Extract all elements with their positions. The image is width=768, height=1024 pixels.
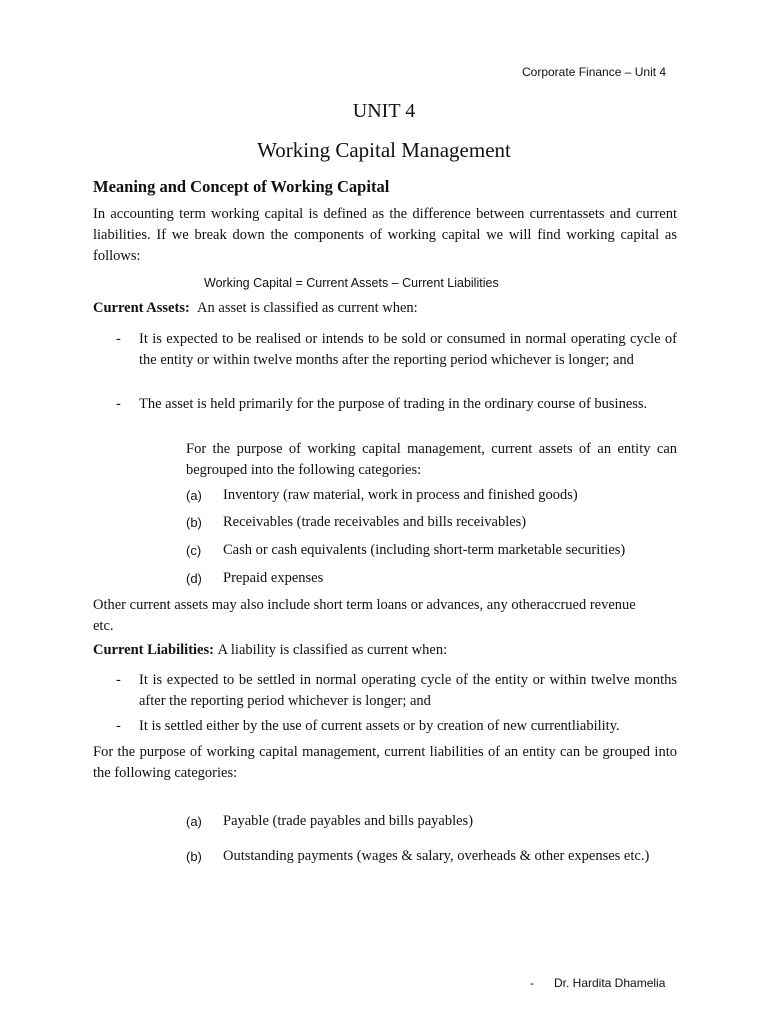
bullet-dash: - (116, 331, 121, 347)
category-label: (a) (186, 814, 202, 829)
current-assets-text: An asset is classified as current when: (197, 300, 418, 316)
current-liabilities-bullet-2: It is settled either by the use of current assets or by creation of new currentliability. (139, 718, 620, 734)
asset-category-receivables: Receivables (trade receivables and bills receivables) (223, 514, 527, 530)
intro-paragraph: In accounting term working capital is defined as the difference between currentassets and current liabilities. If we break down the components of working capital we will find working capital as follows: (93, 206, 677, 264)
footer-author: Dr. Hardita Dhamelia (554, 976, 666, 990)
bullet-dash: - (116, 396, 121, 412)
current-liabilities-text: A liability is classified as current when: (217, 642, 448, 658)
current-assets-label: Current Assets: (93, 300, 190, 316)
formula: Working Capital = Current Assets – Current Liabilities (204, 276, 499, 290)
asset-category-cash: Cash or cash equivalents (including short-term marketable securities) (223, 542, 626, 558)
current-assets-definition (93, 298, 677, 319)
current-liabilities-definition (93, 640, 677, 661)
bullet-dash: - (116, 672, 121, 688)
category-label: (b) (186, 849, 202, 864)
asset-category-inventory: Inventory (raw material, work in process and finished goods) (223, 487, 578, 503)
category-label: (d) (186, 571, 202, 586)
footer-dash: - (530, 976, 534, 990)
current-assets-bullet-2: The asset is held primarily for the purpose of trading in the ordinary course of business. (139, 396, 648, 412)
running-header: Corporate Finance – Unit 4 (522, 65, 667, 79)
liability-category-payable: Payable (trade payables and bills payables) (223, 813, 474, 829)
current-liabilities-label: Current Liabilities: (93, 642, 214, 658)
unit-title: UNIT 4 (352, 100, 416, 122)
category-label: (c) (186, 543, 202, 558)
assets-purpose-paragraph: For the purpose of working capital management, current assets of an entity can begrouped into the following categories: (186, 441, 677, 478)
liability-category-outstanding: Outstanding payments (wages & salary, overheads & other expenses etc.) (223, 848, 650, 864)
section-heading: Meaning and Concept of Working Capital (93, 177, 390, 196)
asset-category-prepaid: Prepaid expenses (223, 570, 324, 586)
liabilities-purpose-paragraph: For the purpose of working capital management, current liabilities of an entity can be grouped into the following categories: (93, 744, 677, 781)
bullet-dash: - (116, 718, 121, 734)
category-label: (a) (186, 488, 202, 503)
current-assets-bullet-1: It is expected to be realised or intends to be sold or consumed in normal operating cycle of the entity or within twelve months after the reporting period whichever is longer; and (139, 331, 677, 368)
page-title: Working Capital Management (257, 138, 511, 162)
other-current-assets: Other current assets may also include short term loans or advances, any otheraccrued revenue etc. (93, 597, 636, 634)
current-liabilities-bullet-1: It is expected to be settled in normal operating cycle of the entity or within twelve months after the reporting period whichever is longer; and (139, 672, 677, 709)
category-label: (b) (186, 515, 202, 530)
